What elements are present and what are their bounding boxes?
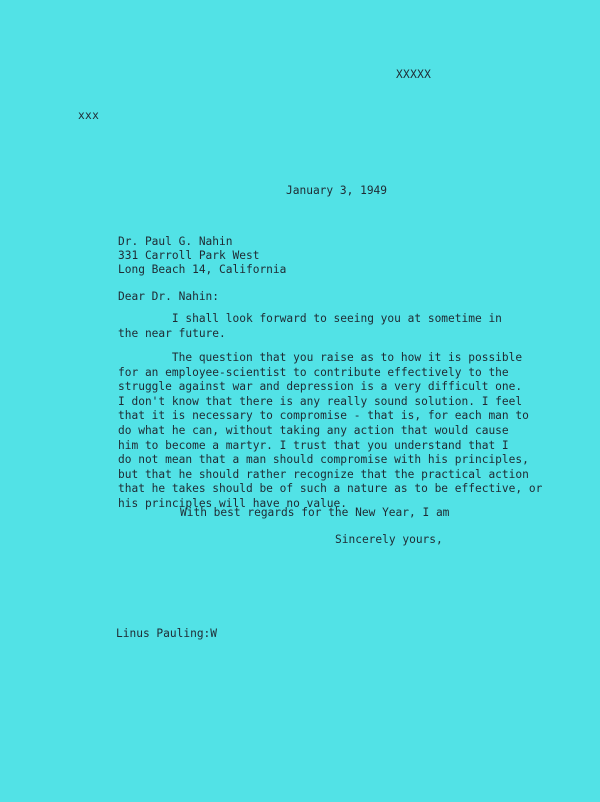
file-mark-top-left: xxx (78, 109, 100, 122)
address-line-street: 331 Carroll Park West (118, 249, 260, 262)
address-line-name: Dr. Paul G. Nahin (118, 235, 233, 248)
paragraph-line: him to become a martyr. I trust that you understand that I (118, 438, 509, 452)
paragraph-line: for an employee-scientist to contribute effectively to the (118, 365, 509, 379)
closing-line: With best regards for the New Year, I am (180, 506, 450, 519)
paragraph-line: The question that you raise as to how it is possible (118, 351, 523, 364)
paragraph-2 (118, 351, 543, 512)
paragraph-line: but that he should rather recognize that the practical action (118, 467, 529, 481)
paragraph-line: do what he can, without taking any action that would cause (118, 423, 509, 437)
closing: Sincerely yours, (335, 533, 443, 546)
letter-date: January 3, 1949 (286, 184, 388, 197)
paragraph-1 (118, 312, 538, 341)
paragraph-line: do not mean that a man should compromise with his principles, (118, 453, 529, 467)
paragraph-line: that he takes should be of such a nature as to be effective, or (118, 482, 543, 496)
address-line-city: Long Beach 14, California (118, 263, 287, 276)
salutation: Dear Dr. Nahin: (118, 290, 220, 303)
paragraph-line: I shall look forward to seeing you at sometime in (118, 312, 502, 325)
file-mark-top-right: XXXXX (396, 68, 432, 81)
paragraph-line: I don't know that there is any really sound solution. I feel (118, 394, 523, 408)
paragraph-line: the near future. (118, 326, 226, 340)
paragraph-line: struggle against war and depression is a very difficult one. (118, 380, 523, 394)
paragraph-line: his principles will have no value. (118, 496, 348, 510)
signature-block: Linus Pauling:W (116, 627, 218, 640)
paragraph-line: that it is necessary to compromise - that is, for each man to (118, 409, 529, 423)
